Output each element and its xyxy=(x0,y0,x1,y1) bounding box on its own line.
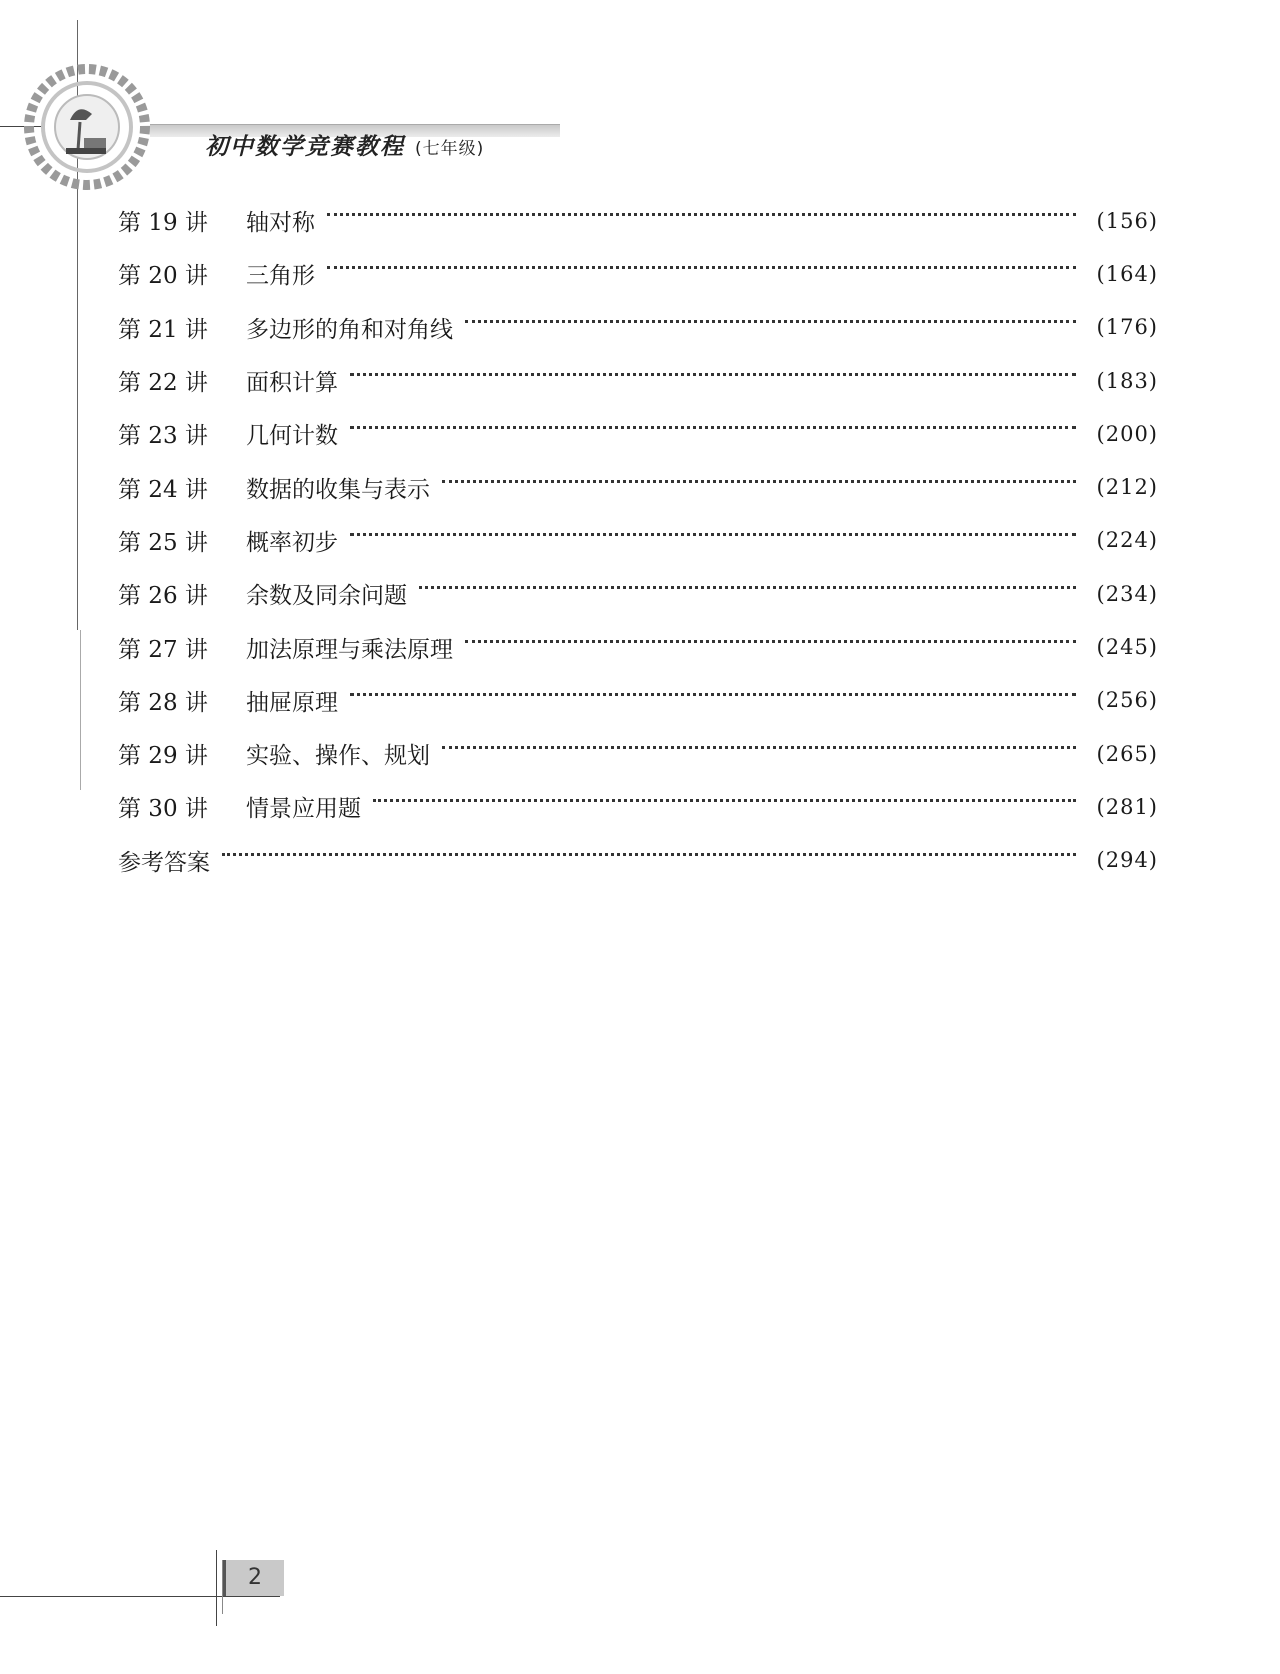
lecture-topic: 情景应用题 xyxy=(246,796,361,823)
lecture-number: 第 19 讲 xyxy=(118,210,208,237)
lecture-number: 第 29 讲 xyxy=(118,743,208,770)
dot-leader xyxy=(465,320,1076,323)
lecture-number: 第 20 讲 xyxy=(118,263,208,290)
lecture-number: 第 22 讲 xyxy=(118,370,208,397)
lecture-number: 第 28 讲 xyxy=(118,689,208,716)
lecture-topic: 实验、操作、规划 xyxy=(246,743,430,770)
page-reference: (156) xyxy=(1096,208,1158,233)
lecture-topic: 几何计数 xyxy=(246,423,338,450)
page-number-box xyxy=(223,1560,284,1596)
book-title-text: 初中数学竞赛教程 xyxy=(205,134,405,160)
page-reference: (200) xyxy=(1096,421,1158,446)
page-number: 2 xyxy=(248,1565,262,1590)
dot-leader xyxy=(350,533,1076,536)
toc-row xyxy=(118,514,1158,567)
dot-leader xyxy=(442,746,1076,749)
lecture-number: 第 21 讲 xyxy=(118,316,208,343)
toc-row xyxy=(118,354,1158,407)
lecture-number: 第 30 讲 xyxy=(118,796,208,823)
page-reference: (245) xyxy=(1096,635,1158,660)
lecture-topic: 三角形 xyxy=(246,263,315,290)
toc-row xyxy=(118,460,1158,513)
lecture-topic: 轴对称 xyxy=(246,210,315,237)
toc-row xyxy=(118,194,1158,247)
toc-row-answers xyxy=(118,834,1158,887)
toc-row xyxy=(118,620,1158,673)
book-title xyxy=(205,128,484,161)
toc-row xyxy=(118,407,1158,460)
lecture-number: 第 23 讲 xyxy=(118,423,208,450)
dot-leader xyxy=(327,266,1076,269)
page-reference: (265) xyxy=(1096,741,1158,766)
toc-row xyxy=(118,780,1158,833)
toc-row xyxy=(118,567,1158,620)
page-reference: (212) xyxy=(1096,475,1158,500)
page-reference: (183) xyxy=(1096,368,1158,393)
lecture-topic: 面积计算 xyxy=(246,370,338,397)
dot-leader xyxy=(350,426,1076,429)
dot-leader xyxy=(222,853,1076,856)
toc-row xyxy=(118,301,1158,354)
page-reference: (164) xyxy=(1096,261,1158,286)
toc-row xyxy=(118,727,1158,780)
page-reference: (294) xyxy=(1096,848,1158,873)
footer-rule xyxy=(0,1596,280,1597)
answers-label: 参考答案 xyxy=(118,849,210,876)
dot-leader xyxy=(442,480,1076,483)
dot-leader xyxy=(327,213,1076,216)
margin-line-lower xyxy=(80,630,81,790)
dot-leader xyxy=(373,799,1076,802)
lecture-number: 第 27 讲 xyxy=(118,636,208,663)
toc-row xyxy=(118,247,1158,300)
lecture-number: 第 26 讲 xyxy=(118,583,208,610)
lecture-number: 第 24 讲 xyxy=(118,476,208,503)
page-reference: (176) xyxy=(1096,315,1158,340)
dot-leader xyxy=(419,586,1076,589)
footer-tick xyxy=(216,1550,217,1626)
page-reference: (281) xyxy=(1096,794,1158,819)
book-subtitle: (七年级) xyxy=(415,139,485,159)
lecture-topic: 数据的收集与表示 xyxy=(246,476,430,503)
lecture-number: 第 25 讲 xyxy=(118,529,208,556)
page-reference: (256) xyxy=(1096,688,1158,713)
lecture-topic: 加法原理与乘法原理 xyxy=(246,636,453,663)
lecture-topic: 概率初步 xyxy=(246,529,338,556)
page-reference: (224) xyxy=(1096,528,1158,553)
dot-leader xyxy=(350,693,1076,696)
desk-lamp-emblem-icon xyxy=(22,62,152,192)
dot-leader xyxy=(465,640,1076,643)
dot-leader xyxy=(350,373,1076,376)
lecture-topic: 余数及同余问题 xyxy=(246,583,407,610)
lecture-topic: 多边形的角和对角线 xyxy=(246,316,453,343)
table-of-contents xyxy=(118,194,1158,887)
toc-row xyxy=(118,674,1158,727)
lecture-topic: 抽屉原理 xyxy=(246,689,338,716)
page-reference: (234) xyxy=(1096,581,1158,606)
